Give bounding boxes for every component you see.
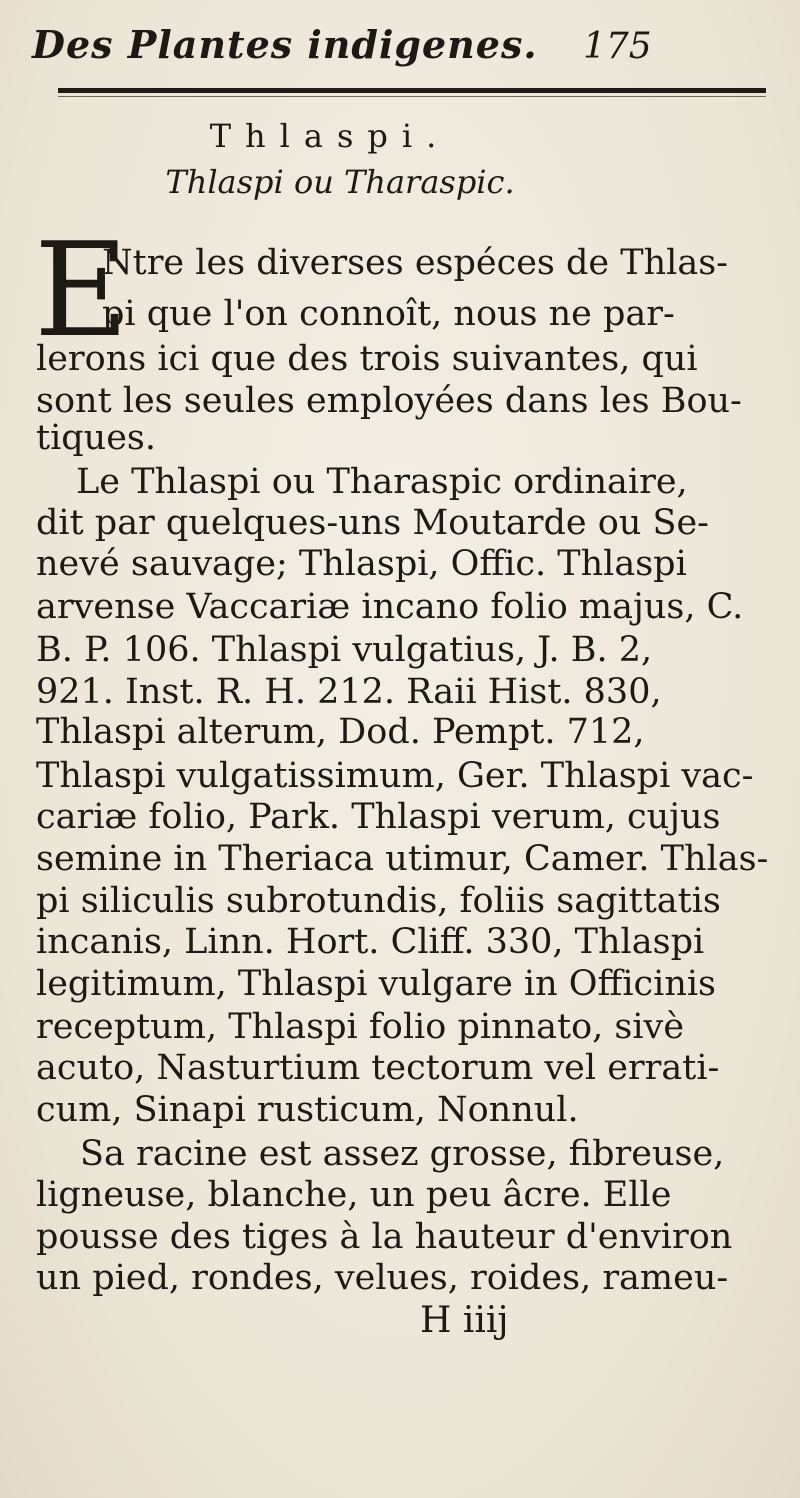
- text-line: pi siliculis subrotundis, foliis sagittatis: [36, 881, 721, 921]
- text-line: acuto, Nasturtium tectorum vel errati-: [36, 1048, 720, 1088]
- text-line: lerons ici que des trois suivantes, qui: [36, 339, 698, 379]
- text-line: Sa racine est assez grosse, fibreuse,: [80, 1134, 725, 1174]
- page-number: 175: [583, 26, 652, 67]
- drop-cap: E: [34, 214, 129, 366]
- text-line: pousse des tiges à la hauteur d'environ: [36, 1217, 733, 1257]
- text-line: 921. Inst. R. H. 212. Raii Hist. 830,: [36, 672, 662, 712]
- text-line: nevé sauvage; Thlaspi, Offic. Thlaspi: [36, 544, 687, 584]
- text-line: dit par quelques-uns Moutarde ou Se-: [36, 503, 709, 543]
- section-subtitle: Thlaspi ou Tharaspic.: [165, 163, 515, 201]
- text-line: ligneuse, blanche, un peu âcre. Elle: [36, 1175, 672, 1215]
- text-line: receptum, Thlaspi folio pinnato, sivè: [36, 1007, 685, 1047]
- header-rule: [58, 88, 766, 93]
- text-line: arvense Vaccariæ incano folio majus, C.: [36, 587, 744, 627]
- text-line: incanis, Linn. Hort. Cliff. 330, Thlaspi: [36, 922, 705, 962]
- text-line: tiques.: [36, 418, 157, 458]
- section-title: Thlaspi.: [209, 117, 451, 155]
- text-line: un pied, rondes, velues, roides, rameu-: [36, 1258, 729, 1298]
- text-line: cum, Sinapi rusticum, Nonnul.: [36, 1090, 579, 1130]
- text-line: Thlaspi vulgatissimum, Ger. Thlaspi vac-: [36, 756, 754, 796]
- text-line: B. P. 106. Thlaspi vulgatius, J. B. 2,: [36, 630, 653, 670]
- running-head: [0, 18, 800, 68]
- text-line: Ntre les diverses espéces de Thlas-: [102, 243, 729, 283]
- running-title: Des Plantes indigenes.: [32, 22, 538, 67]
- text-line: Le Thlaspi ou Tharaspic ordinaire,: [76, 462, 688, 502]
- text-line: pi que l'on connoît, nous ne par-: [102, 294, 675, 334]
- text-line: cariæ folio, Park. Thlaspi verum, cujus: [36, 797, 721, 837]
- text-line: legitimum, Thlaspi vulgare in Officinis: [36, 964, 717, 1004]
- text-line: Thlaspi alterum, Dod. Pempt. 712,: [36, 712, 645, 752]
- text-line: semine in Theriaca utimur, Camer. Thlas-: [36, 839, 769, 879]
- header-rule-thin: [58, 96, 766, 97]
- text-line: sont les seules employées dans les Bou-: [36, 381, 742, 421]
- signature-mark: H iiij: [420, 1300, 509, 1341]
